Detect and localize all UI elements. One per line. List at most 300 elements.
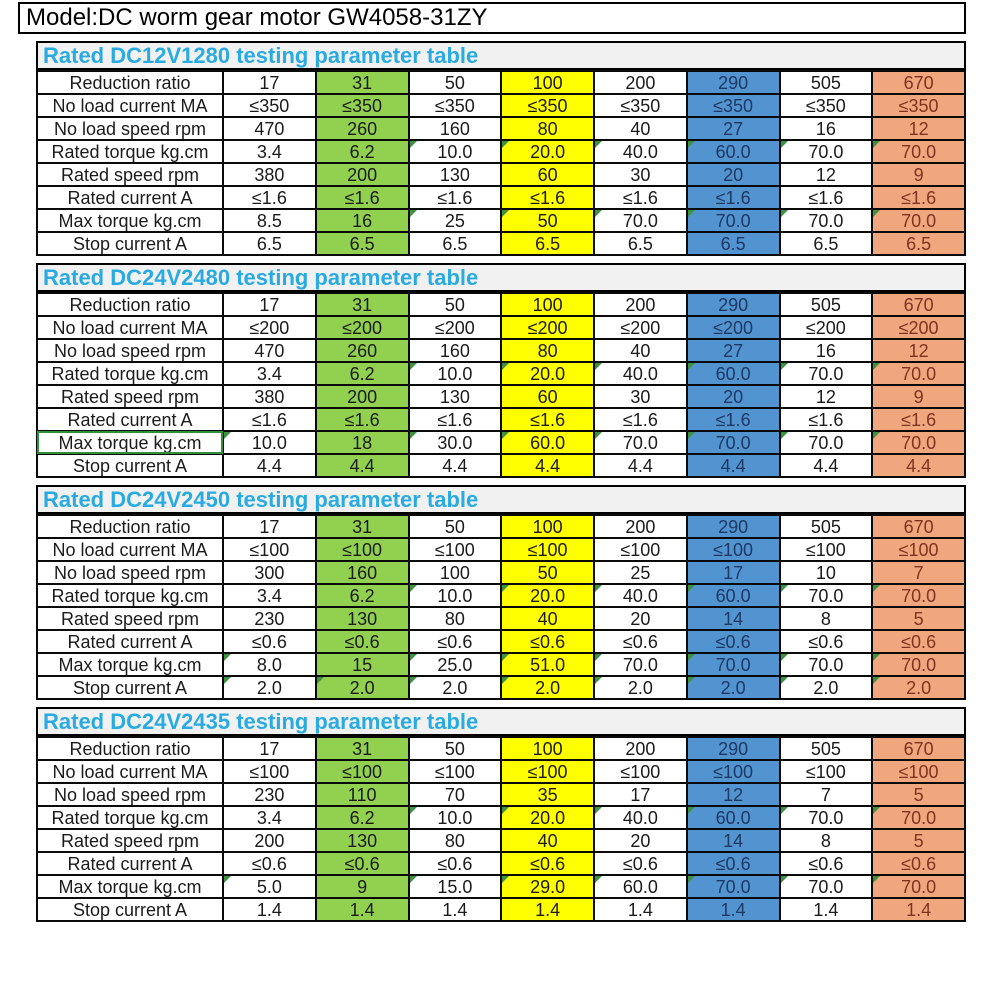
value-cell: 6.5 — [594, 232, 687, 255]
value-cell: ≤1.6 — [316, 408, 409, 431]
value-cell: ≤200 — [780, 316, 873, 339]
row-label: No load speed rpm — [37, 339, 223, 362]
value-cell: ≤1.6 — [594, 186, 687, 209]
comment-marker-icon — [595, 585, 602, 592]
comment-marker-icon — [502, 876, 509, 883]
row-label: Max torque kg.cm — [37, 209, 223, 232]
value-cell: ≤100 — [594, 760, 687, 783]
row-label: Reduction ratio — [37, 71, 223, 94]
value-cell: 3.4 — [223, 806, 316, 829]
comment-marker-icon — [873, 654, 880, 661]
row-label: No load current MA — [37, 94, 223, 117]
row-label: No load speed rpm — [37, 561, 223, 584]
value-cell: 6.5 — [780, 232, 873, 255]
comment-marker-icon — [410, 363, 417, 370]
value-cell: 130 — [409, 163, 502, 186]
value-cell: 30 — [594, 385, 687, 408]
value-cell: 6.2 — [316, 584, 409, 607]
value-cell: 50 — [409, 515, 502, 538]
value-cell: 200 — [594, 71, 687, 94]
value-cell: 70.0 — [780, 875, 873, 898]
value-cell: 40 — [501, 607, 594, 630]
value-cell: 30.0 — [409, 431, 502, 454]
value-cell: 20.0 — [501, 140, 594, 163]
value-cell: 3.4 — [223, 584, 316, 607]
value-cell: 4.4 — [501, 454, 594, 477]
value-cell: 6.5 — [872, 232, 965, 255]
value-cell: 230 — [223, 783, 316, 806]
value-cell: 12 — [780, 163, 873, 186]
value-cell: 100 — [501, 71, 594, 94]
table-row — [37, 71, 965, 94]
value-cell: 50 — [501, 561, 594, 584]
value-cell: 10.0 — [409, 584, 502, 607]
comment-marker-icon — [317, 677, 324, 684]
value-cell: 50 — [501, 209, 594, 232]
value-cell: 4.4 — [872, 454, 965, 477]
value-cell: ≤1.6 — [687, 186, 780, 209]
value-cell: 29.0 — [501, 875, 594, 898]
value-cell: 50 — [409, 737, 502, 760]
parameter-table — [36, 736, 966, 922]
table-title: Rated DC12V1280 testing parameter table — [36, 41, 966, 70]
value-cell: 70.0 — [872, 362, 965, 385]
value-cell: 3.4 — [223, 140, 316, 163]
comment-marker-icon — [502, 141, 509, 148]
value-cell: ≤100 — [316, 760, 409, 783]
comment-marker-icon — [595, 677, 602, 684]
comment-marker-icon — [410, 141, 417, 148]
table-row — [37, 454, 965, 477]
value-cell: ≤0.6 — [316, 630, 409, 653]
value-cell: 20 — [687, 385, 780, 408]
row-label: No load speed rpm — [37, 117, 223, 140]
comment-marker-icon — [688, 876, 695, 883]
value-cell: ≤100 — [687, 538, 780, 561]
value-cell: 40.0 — [594, 140, 687, 163]
value-cell: 31 — [316, 515, 409, 538]
comment-marker-icon — [410, 654, 417, 661]
value-cell: 20 — [594, 829, 687, 852]
value-cell: 70.0 — [687, 875, 780, 898]
value-cell: ≤100 — [780, 538, 873, 561]
comment-marker-icon — [781, 585, 788, 592]
value-cell: 10.0 — [409, 806, 502, 829]
value-cell: ≤100 — [687, 760, 780, 783]
value-cell: 70.0 — [872, 806, 965, 829]
row-label: No load speed rpm — [37, 783, 223, 806]
value-cell: 70.0 — [780, 806, 873, 829]
comment-marker-icon — [781, 210, 788, 217]
value-cell: 20 — [594, 607, 687, 630]
comment-marker-icon — [688, 432, 695, 439]
comment-marker-icon — [502, 210, 509, 217]
table-row — [37, 186, 965, 209]
value-cell: ≤100 — [316, 538, 409, 561]
row-label: Rated current A — [37, 186, 223, 209]
value-cell: ≤200 — [687, 316, 780, 339]
value-cell: 20.0 — [501, 806, 594, 829]
value-cell: 1.4 — [409, 898, 502, 921]
value-cell: 31 — [316, 71, 409, 94]
value-cell: 12 — [872, 117, 965, 140]
value-cell: 20.0 — [501, 362, 594, 385]
table-row — [37, 852, 965, 875]
value-cell: 27 — [687, 339, 780, 362]
value-cell: 12 — [687, 783, 780, 806]
value-cell: 290 — [687, 293, 780, 316]
value-cell: ≤100 — [501, 760, 594, 783]
row-label: Stop current A — [37, 454, 223, 477]
value-cell: 30 — [594, 163, 687, 186]
value-cell: ≤0.6 — [780, 630, 873, 653]
value-cell: 290 — [687, 737, 780, 760]
table-row — [37, 584, 965, 607]
value-cell: 2.0 — [872, 676, 965, 699]
comment-marker-icon — [688, 654, 695, 661]
row-label: Rated current A — [37, 408, 223, 431]
value-cell: 100 — [501, 293, 594, 316]
value-cell: 4.4 — [223, 454, 316, 477]
value-cell: 2.0 — [223, 676, 316, 699]
table-title: Rated DC24V2450 testing parameter table — [36, 485, 966, 514]
value-cell: ≤200 — [316, 316, 409, 339]
value-cell: 25.0 — [409, 653, 502, 676]
value-cell: 70.0 — [780, 431, 873, 454]
table-row — [37, 94, 965, 117]
value-cell: 1.4 — [594, 898, 687, 921]
parameter-table — [36, 70, 966, 256]
value-cell: ≤200 — [409, 316, 502, 339]
table-row — [37, 515, 965, 538]
row-label: Rated torque kg.cm — [37, 362, 223, 385]
value-cell: 51.0 — [501, 653, 594, 676]
value-cell: ≤1.6 — [780, 408, 873, 431]
value-cell: 20.0 — [501, 584, 594, 607]
value-cell: 130 — [409, 385, 502, 408]
value-cell: 505 — [780, 71, 873, 94]
row-label: Rated current A — [37, 630, 223, 653]
value-cell: 60 — [501, 385, 594, 408]
parameter-table — [36, 514, 966, 700]
value-cell: 15.0 — [409, 875, 502, 898]
value-cell: 17 — [687, 561, 780, 584]
value-cell: 5 — [872, 607, 965, 630]
value-cell: 10.0 — [223, 431, 316, 454]
value-cell: 80 — [409, 607, 502, 630]
value-cell: 70.0 — [780, 209, 873, 232]
value-cell: 380 — [223, 163, 316, 186]
value-cell: 670 — [872, 71, 965, 94]
value-cell: 505 — [780, 515, 873, 538]
comment-marker-icon — [224, 677, 231, 684]
table-row — [37, 362, 965, 385]
value-cell: 9 — [316, 875, 409, 898]
value-cell: 70.0 — [780, 584, 873, 607]
value-cell: 2.0 — [409, 676, 502, 699]
value-cell: 200 — [594, 293, 687, 316]
value-cell: 7 — [780, 783, 873, 806]
value-cell: 70.0 — [872, 431, 965, 454]
value-cell: 70.0 — [780, 653, 873, 676]
value-cell: ≤1.6 — [223, 408, 316, 431]
value-cell: ≤350 — [501, 94, 594, 117]
table-row — [37, 316, 965, 339]
value-cell: 40.0 — [594, 584, 687, 607]
table-row — [37, 760, 965, 783]
value-cell: ≤200 — [872, 316, 965, 339]
value-cell: 25 — [409, 209, 502, 232]
comment-marker-icon — [224, 876, 231, 883]
value-cell: 18 — [316, 431, 409, 454]
value-cell: ≤100 — [409, 760, 502, 783]
value-cell: ≤350 — [687, 94, 780, 117]
table-row — [37, 737, 965, 760]
value-cell: 60.0 — [687, 140, 780, 163]
value-cell: 80 — [501, 117, 594, 140]
table-row — [37, 408, 965, 431]
comment-marker-icon — [595, 141, 602, 148]
row-label: Rated torque kg.cm — [37, 140, 223, 163]
comment-marker-icon — [595, 876, 602, 883]
comment-marker-icon — [781, 654, 788, 661]
value-cell: 16 — [316, 209, 409, 232]
comment-marker-icon — [502, 363, 509, 370]
value-cell: 200 — [316, 385, 409, 408]
value-cell: 12 — [872, 339, 965, 362]
comment-marker-icon — [873, 210, 880, 217]
value-cell: ≤0.6 — [409, 630, 502, 653]
value-cell: ≤0.6 — [594, 630, 687, 653]
comment-marker-icon — [688, 677, 695, 684]
value-cell: 70.0 — [594, 209, 687, 232]
value-cell: 290 — [687, 71, 780, 94]
value-cell: 17 — [594, 783, 687, 806]
value-cell: ≤100 — [872, 538, 965, 561]
comment-marker-icon — [502, 654, 509, 661]
value-cell: ≤200 — [223, 316, 316, 339]
table-row — [37, 607, 965, 630]
value-cell: 505 — [780, 293, 873, 316]
value-cell: 16 — [780, 117, 873, 140]
value-cell: 15 — [316, 653, 409, 676]
value-cell: 1.4 — [501, 898, 594, 921]
value-cell: 6.5 — [223, 232, 316, 255]
value-cell: 200 — [594, 515, 687, 538]
value-cell: 35 — [501, 783, 594, 806]
value-cell: 70.0 — [780, 362, 873, 385]
value-cell: 31 — [316, 293, 409, 316]
value-cell: ≤0.6 — [594, 852, 687, 875]
value-cell: 70 — [409, 783, 502, 806]
value-cell: 200 — [223, 829, 316, 852]
value-cell: 6.5 — [687, 232, 780, 255]
value-cell: 9 — [872, 163, 965, 186]
table-row — [37, 209, 965, 232]
value-cell: ≤350 — [409, 94, 502, 117]
value-cell: ≤350 — [780, 94, 873, 117]
table-row — [37, 676, 965, 699]
value-cell: 16 — [780, 339, 873, 362]
row-label: Max torque kg.cm — [37, 431, 223, 454]
value-cell: 17 — [223, 737, 316, 760]
value-cell: 300 — [223, 561, 316, 584]
table-row — [37, 630, 965, 653]
value-cell: 670 — [872, 515, 965, 538]
value-cell: 10.0 — [409, 140, 502, 163]
value-cell: 260 — [316, 339, 409, 362]
value-cell: 470 — [223, 339, 316, 362]
comment-marker-icon — [873, 876, 880, 883]
comment-marker-icon — [502, 585, 509, 592]
comment-marker-icon — [873, 141, 880, 148]
value-cell: 8 — [780, 829, 873, 852]
value-cell: 70.0 — [594, 653, 687, 676]
value-cell: ≤0.6 — [872, 630, 965, 653]
value-cell: 60.0 — [594, 875, 687, 898]
value-cell: 70.0 — [872, 140, 965, 163]
row-label: No load current MA — [37, 538, 223, 561]
comment-marker-icon — [688, 585, 695, 592]
value-cell: 230 — [223, 607, 316, 630]
value-cell: ≤0.6 — [687, 852, 780, 875]
value-cell: 100 — [409, 561, 502, 584]
row-label: Rated speed rpm — [37, 607, 223, 630]
value-cell: 60.0 — [501, 431, 594, 454]
value-cell: 505 — [780, 737, 873, 760]
comment-marker-icon — [410, 432, 417, 439]
table-row — [37, 431, 965, 454]
value-cell: ≤350 — [316, 94, 409, 117]
value-cell: ≤100 — [223, 538, 316, 561]
row-label: Max torque kg.cm — [37, 875, 223, 898]
value-cell: ≤1.6 — [501, 186, 594, 209]
value-cell: 70.0 — [687, 653, 780, 676]
value-cell: 6.2 — [316, 806, 409, 829]
value-cell: 17 — [223, 515, 316, 538]
comment-marker-icon — [781, 363, 788, 370]
value-cell: 6.2 — [316, 140, 409, 163]
value-cell: ≤100 — [594, 538, 687, 561]
value-cell: 130 — [316, 607, 409, 630]
comment-marker-icon — [595, 807, 602, 814]
table-title: Rated DC24V2435 testing parameter table — [36, 707, 966, 736]
value-cell: ≤100 — [872, 760, 965, 783]
value-cell: ≤350 — [594, 94, 687, 117]
value-cell: 40 — [594, 339, 687, 362]
row-label: Reduction ratio — [37, 293, 223, 316]
value-cell: ≤100 — [223, 760, 316, 783]
comment-marker-icon — [688, 363, 695, 370]
value-cell: 17 — [223, 71, 316, 94]
value-cell: 27 — [687, 117, 780, 140]
comment-marker-icon — [781, 807, 788, 814]
value-cell: 60 — [501, 163, 594, 186]
parameter-table — [36, 292, 966, 478]
value-cell: 6.2 — [316, 362, 409, 385]
row-label: No load current MA — [37, 760, 223, 783]
value-cell: 10.0 — [409, 362, 502, 385]
value-cell: 6.5 — [316, 232, 409, 255]
value-cell: ≤1.6 — [223, 186, 316, 209]
value-cell: 12 — [780, 385, 873, 408]
value-cell: 160 — [409, 339, 502, 362]
model-title: Model:DC worm gear motor GW4058-31ZY — [18, 2, 966, 34]
value-cell: ≤1.6 — [594, 408, 687, 431]
value-cell: ≤350 — [872, 94, 965, 117]
comment-marker-icon — [410, 677, 417, 684]
value-cell: 260 — [316, 117, 409, 140]
row-label: Rated torque kg.cm — [37, 584, 223, 607]
comment-marker-icon — [410, 585, 417, 592]
value-cell: ≤0.6 — [780, 852, 873, 875]
table-row — [37, 339, 965, 362]
comment-marker-icon — [595, 432, 602, 439]
value-cell: ≤0.6 — [872, 852, 965, 875]
value-cell: 2.0 — [780, 676, 873, 699]
value-cell: 6.5 — [501, 232, 594, 255]
comment-marker-icon — [781, 432, 788, 439]
value-cell: 1.4 — [872, 898, 965, 921]
value-cell: 40.0 — [594, 806, 687, 829]
value-cell: 4.4 — [780, 454, 873, 477]
row-label: Rated speed rpm — [37, 829, 223, 852]
comment-marker-icon — [873, 807, 880, 814]
value-cell: 9 — [872, 385, 965, 408]
value-cell: 4.4 — [594, 454, 687, 477]
value-cell: 2.0 — [501, 676, 594, 699]
row-label: Rated speed rpm — [37, 385, 223, 408]
value-cell: 70.0 — [872, 875, 965, 898]
comment-marker-icon — [781, 876, 788, 883]
value-cell: 80 — [409, 829, 502, 852]
value-cell: 130 — [316, 829, 409, 852]
comment-marker-icon — [410, 807, 417, 814]
comment-marker-icon — [873, 585, 880, 592]
value-cell: 5 — [872, 783, 965, 806]
value-cell: 17 — [223, 293, 316, 316]
value-cell: ≤0.6 — [409, 852, 502, 875]
value-cell: 60.0 — [687, 584, 780, 607]
table-row — [37, 232, 965, 255]
value-cell: ≤0.6 — [223, 852, 316, 875]
comment-marker-icon — [688, 210, 695, 217]
value-cell: 50 — [409, 71, 502, 94]
table-row — [37, 783, 965, 806]
value-cell: 200 — [594, 737, 687, 760]
value-cell: 25 — [594, 561, 687, 584]
value-cell: ≤0.6 — [223, 630, 316, 653]
value-cell: ≤0.6 — [501, 852, 594, 875]
value-cell: 100 — [501, 737, 594, 760]
value-cell: 70.0 — [780, 140, 873, 163]
comment-marker-icon — [781, 141, 788, 148]
comment-marker-icon — [224, 654, 231, 661]
comment-marker-icon — [502, 432, 509, 439]
value-cell: 8 — [780, 607, 873, 630]
value-cell: ≤1.6 — [872, 186, 965, 209]
value-cell: 8.0 — [223, 653, 316, 676]
value-cell: 3.4 — [223, 362, 316, 385]
value-cell: ≤1.6 — [872, 408, 965, 431]
value-cell: 5 — [872, 829, 965, 852]
comment-marker-icon — [595, 363, 602, 370]
value-cell: ≤1.6 — [316, 186, 409, 209]
comment-marker-icon — [688, 141, 695, 148]
value-cell: ≤350 — [223, 94, 316, 117]
table-row — [37, 117, 965, 140]
value-cell: 4.4 — [687, 454, 780, 477]
